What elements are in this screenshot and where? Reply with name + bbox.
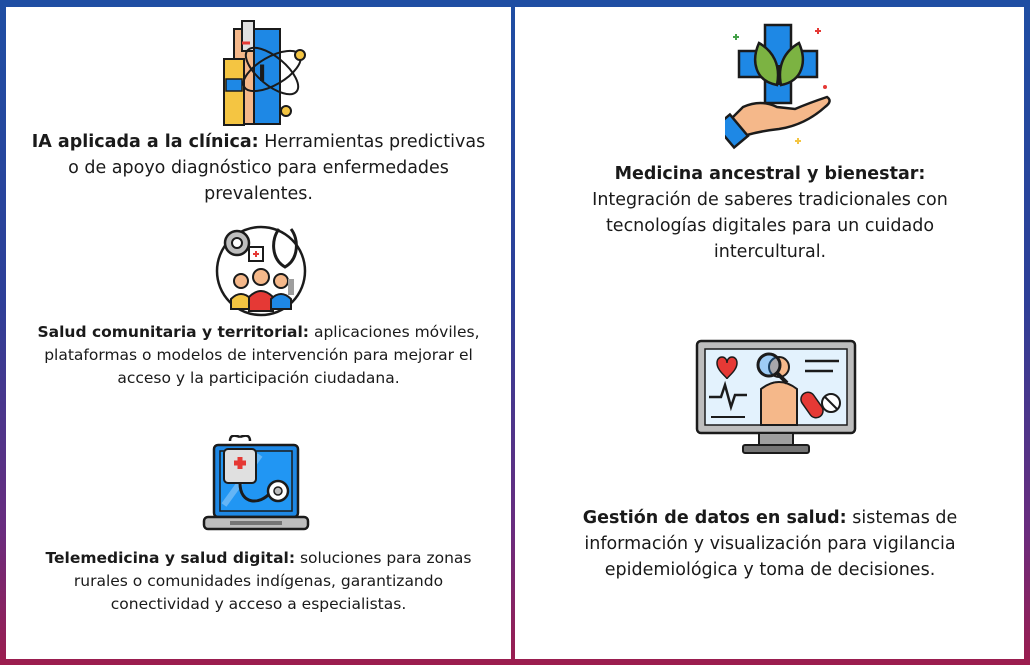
ai-clinic-title: IA aplicada a la clínica: — [31, 132, 259, 152]
health-data-description — [545, 505, 995, 583]
community-health-text: aplicaciones móviles, plataformas o modelos de intervención para mejorar el acceso y la participación ciudadana. — [44, 323, 480, 387]
community-health-stethoscope-icon — [211, 219, 311, 319]
laptop-telemedicine-icon — [200, 435, 312, 535]
ai-doctor-brain-icon — [216, 19, 308, 129]
ai-clinic-description — [31, 129, 486, 207]
telemedicine-text: soluciones para zonas rurales o comunidades indígenas, garantizando conectividad y acceso a especialistas. — [73, 549, 472, 613]
monitor-health-data-icon — [693, 337, 859, 455]
svg-text:I: I — [258, 62, 267, 87]
community-health-title: Salud comunitaria y territorial: — [37, 323, 310, 341]
health-data-title: Gestión de datos en salud: — [582, 508, 847, 528]
ancestral-medicine-description — [560, 161, 980, 265]
ancestral-medicine-title: Medicina ancestral y bienestar: — [614, 164, 926, 184]
health-data-text: sistemas de información y visualización para vigilancia epidemiológica y toma de decisiones. — [584, 508, 958, 580]
telemedicine-description — [36, 547, 481, 616]
ancestral-medicine-text: Integración de saberes tradicionales con tecnologías digitales para un cuidado intercultural. — [592, 190, 948, 262]
community-health-description — [16, 321, 501, 390]
hand-leaves-cross-icon — [725, 21, 835, 151]
ai-clinic-text: Herramientas predictivas o de apoyo diagnóstico para enfermedades prevalentes. — [68, 132, 486, 204]
right-panel — [515, 7, 1024, 659]
telemedicine-title: Telemedicina y salud digital: — [45, 549, 296, 567]
left-panel — [6, 7, 511, 659]
